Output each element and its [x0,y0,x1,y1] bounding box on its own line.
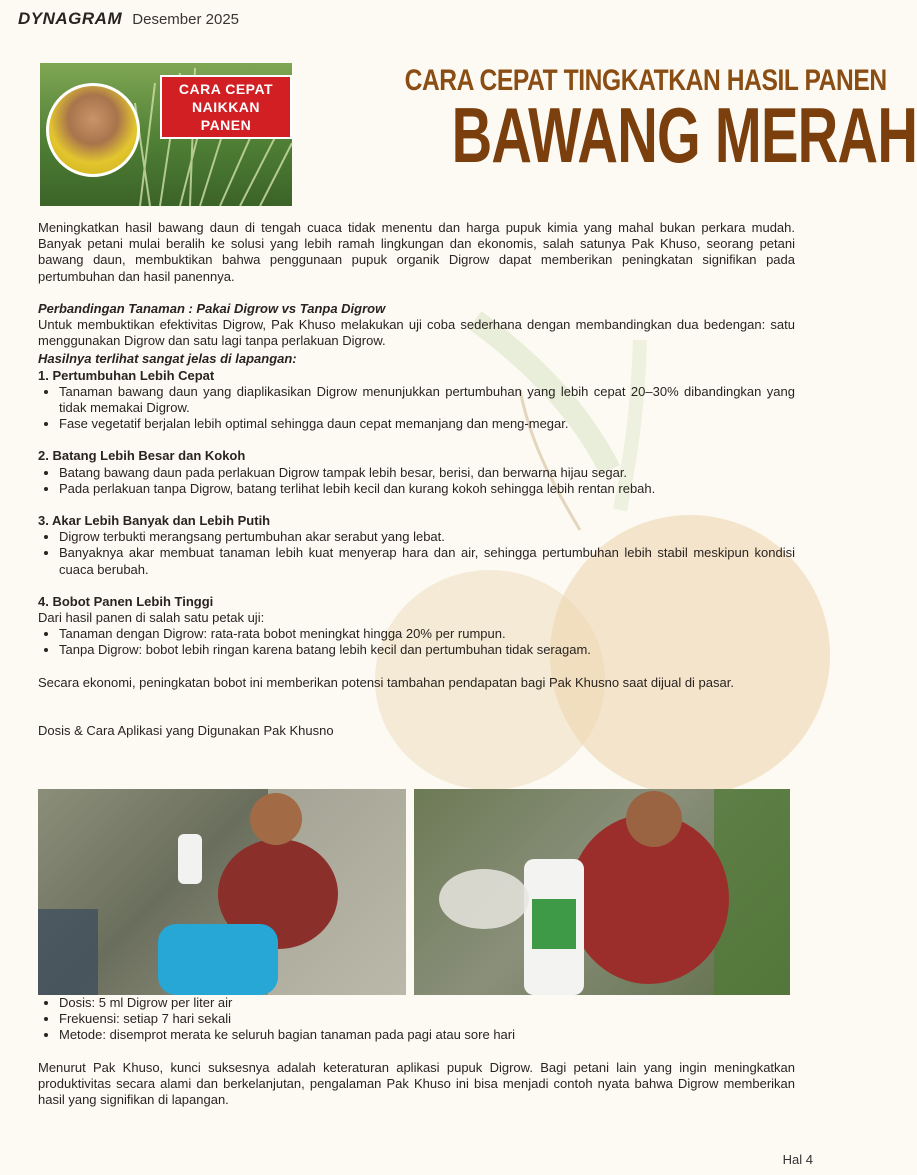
article-body [38,220,795,739]
section-list [38,529,795,578]
page-number: Hal 4 [782,1152,813,1167]
economy-paragraph: Secara ekonomi, peningkatan bobot ini memberikan potensi tambahan pendapatan bagi Pak Khusno saat dijual di pasar. [38,674,734,690]
farmer-mixing-illustration [38,789,406,995]
comparison-heading: Perbandingan Tanaman : Pakai Digrow vs Tanpa Digrow [38,300,386,316]
section-list [38,384,795,433]
brand-name: DYNAGRAM [18,9,123,28]
list-item: • Dosis: 5 ml Digrow per liter air [59,995,795,1011]
farmer-avatar [46,83,140,177]
article-body-continued [38,995,795,1108]
list-item: • Metode: disemprot merata ke seluruh bagian tanaman pada pagi atau sore hari [59,1027,795,1043]
photo-strip [38,789,790,995]
list-item: • Frekuensi: setiap 7 hari sekali [59,1011,795,1027]
list-item: • Tanpa Digrow: bobot lebih ringan karena batang lebih kecil dan pertumbuhan tidak seragam. [59,642,795,658]
issue-date: Desember 2025 [132,11,240,28]
section-lead: Dari hasil panen di salah satu petak uji: [38,610,265,626]
section-title: 4. Bobot Panen Lebih Tinggi [38,593,214,609]
section-list [38,626,795,658]
list-item: • Pada perlakuan tanpa Digrow, batang terlihat lebih kecil dan kurang kokoh sehingga lebih rentan rebah. [59,481,795,497]
hero-image [40,63,292,206]
farmer-mixing-photo [38,789,406,995]
comparison-text: Untuk membuktikan efektivitas Digrow, Pak Khuso melakukan uji coba sederhana dengan membandingkan dua bedengan: satu menggunakan Digrow dan satu lagi tanpa perlakuan Digrow. [38,317,795,349]
closing-paragraph: Menurut Pak Khuso, kunci suksesnya adalah keteraturan aplikasi pupuk Digrow. Bagi petani lain yang ingin meningkatkan produktivitas secara alami dan berkelanjutan, pengalaman Pak Khuso ini bisa menjadi contoh nyata bahwa Digrow memberikan hasil yang signifikan di lapangan. [38,1059,795,1108]
dose-list [38,995,795,1044]
farmer-bottle-illustration [414,789,790,995]
list-item: • Batang bawang daun pada perlakuan Digrow tampak lebih besar, berisi, dan berwarna hijau segar. [59,465,795,481]
list-item: • Tanaman dengan Digrow: rata-rata bobot meningkat hingga 20% per rumpun. [59,626,795,642]
section-title: 2. Batang Lebih Besar dan Kokoh [38,448,246,464]
results-heading: Hasilnya terlihat sangat jelas di lapangan: [38,351,297,367]
page-title: BAWANG MERAH [451,91,917,179]
list-item: • Tanaman bawang daun yang diaplikasikan Digrow menunjukkan pertumbuhan yang lebih cepat 20–30% dibandingkan yang tidak memakai Digrow. [59,384,795,416]
title-kicker: CARA CEPAT TINGKATKAN HASIL PANEN [404,64,887,97]
dose-heading: Dosis & Cara Aplikasi yang Digunakan Pak Khusno [38,722,334,738]
list-item: • Banyaknya akar membuat tanaman lebih kuat menyerap hara dan air, sehingga pertumbuhan lebih stabil meskipun kondisi cuaca berubah. [59,545,795,577]
intro-paragraph: Meningkatkan hasil bawang daun di tengah cuaca tidak menentu dan harga pupuk kimia yang mahal bukan perkara mudah. Banyak petani mulai beralih ke solusi yang lebih ramah lingkungan dan ekonomis, salah satunya Pak Khuso, seorang petani bawang daun, membuktikan bahwa penggunaan pupuk organik Digrow dapat memberikan peningkatan signifikan pada pertumbuhan dan hasil panennya. [38,220,795,284]
list-item: • Fase vegetatif berjalan lebih optimal sehingga daun cepat memanjang dan meng-megar. [59,416,795,432]
list-item: • Digrow terbukti merangsang pertumbuhan akar serabut yang lebat. [59,529,795,545]
section-list [38,465,795,497]
page-header [18,9,239,29]
farmer-bottle-photo [414,789,790,995]
section-title: 1. Pertumbuhan Lebih Cepat [38,367,215,383]
promo-badge: CARA CEPAT NAIKKAN PANEN [160,75,292,139]
section-title: 3. Akar Lebih Banyak dan Lebih Putih [38,513,271,529]
